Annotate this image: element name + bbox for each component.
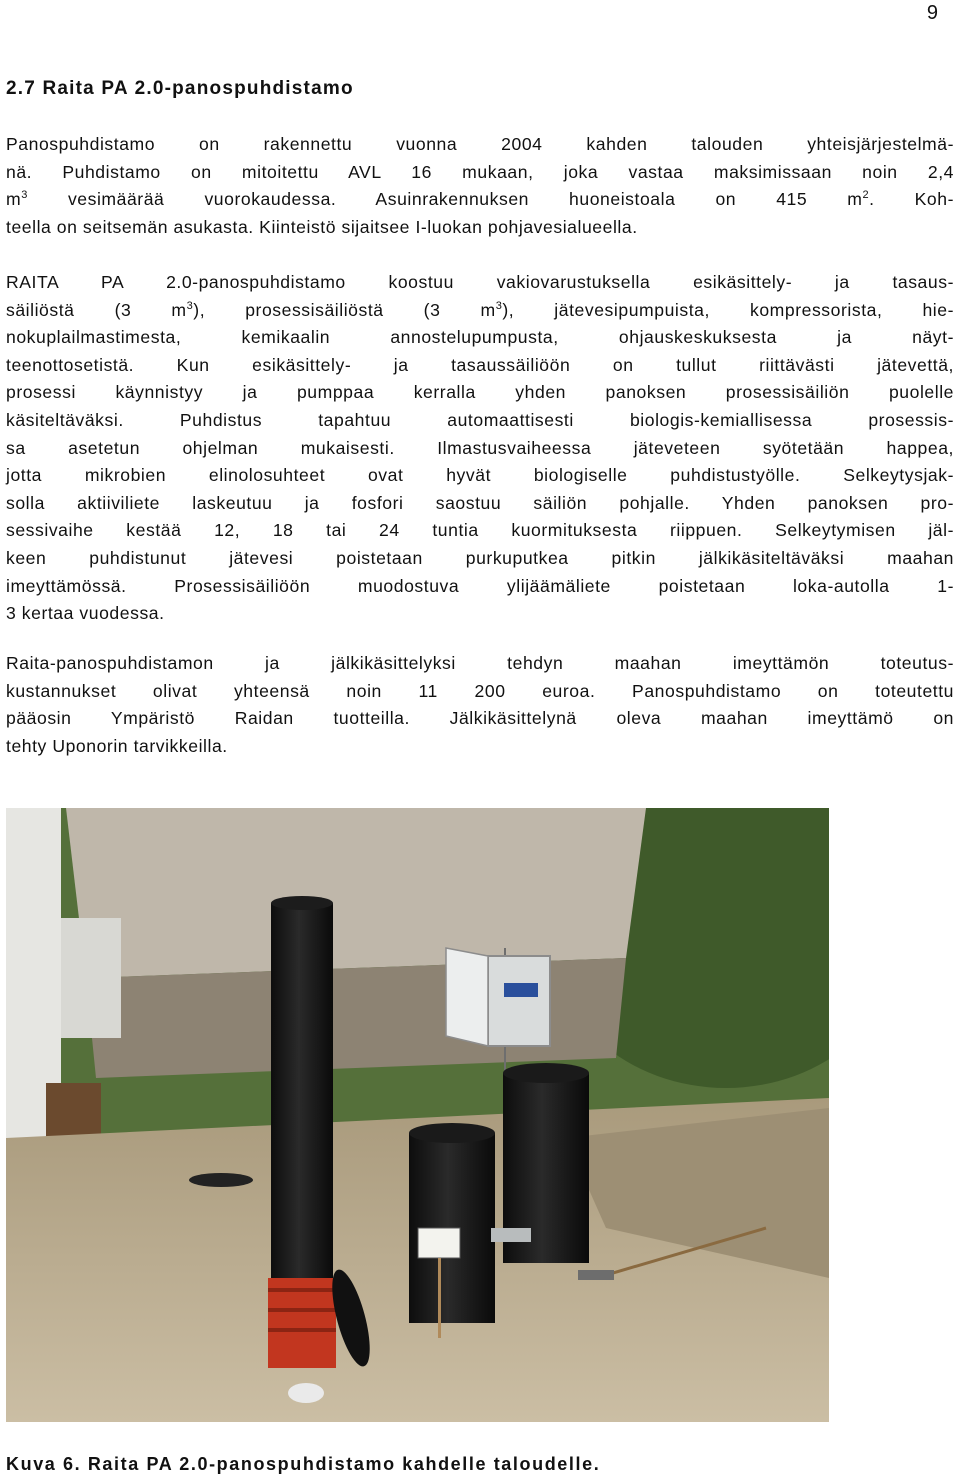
- red-pipe-ridge: [268, 1288, 336, 1292]
- paragraph-description: [6, 131, 954, 241]
- page-number: 9: [926, 2, 938, 24]
- text-line: 3 kertaa vuodessa.: [6, 603, 165, 624]
- text-line: pääosin Ympäristö Raidan tuotteilla. Jälkikäsittelynä oleva maahan imeyttämö on: [6, 708, 954, 729]
- cabinet-door: [446, 948, 488, 1046]
- text-line: imeyttämössä. Prosessisäiliöön muodostuva ylijäämäliete poistetaan loka-autolla 1-: [6, 575, 954, 596]
- text-line: prosessi käynnistyy ja pumppaa kerralla yhden panoksen prosessisäiliön puolelle: [6, 382, 954, 403]
- text-line: kustannukset olivat yhteensä noin 11 200 euroa. Panospuhdistamo on toteutettu: [6, 680, 954, 701]
- cabinet-components: [504, 983, 538, 997]
- text-line: säiliöstä (3 $m^3$), prosessisäiliöstä (3 $m^3$), jätevesipumpuista, kompressorista, hie-: [6, 299, 955, 320]
- text-line: jotta mikrobien elinolosuhteet ovat hyvät biologiselle puhdistustyölle. Selkeytysjak-: [6, 465, 954, 486]
- building-roof: [66, 808, 646, 978]
- sign-post: [438, 1258, 441, 1338]
- pretreatment-tank-top: [409, 1123, 495, 1143]
- paragraph-components: [6, 269, 954, 628]
- info-sign: [418, 1228, 460, 1258]
- text-line: käsiteltäväksi. Puhdistus tapahtuu automaattisesti biologis-kemiallisessa prosessis-: [6, 409, 954, 430]
- text-line: sa asetetun ohjelman mukaisesti. Ilmastusvaiheessa jäteveteen syötetään happea,: [6, 437, 954, 458]
- figure-caption: Kuva 6. Raita PA 2.0-panospuhdistamo kahdelle taloudelle.: [6, 1454, 601, 1474]
- text-line: RAITA PA 2.0-panospuhdistamo koostuu vakiovarustuksella esikäsittely- ja tasaus-: [6, 272, 954, 292]
- text-line: solla aktiiviliete laskeutuu ja fosfori saostuu säiliön pohjalle. Yhden panoksen pro-: [6, 492, 954, 513]
- control-cabinet: [488, 956, 550, 1046]
- text-line: nä. Puhdistamo on mitoitettu AVL 16 mukaan, joka vastaa maksimissaan noin 2,4: [6, 161, 954, 182]
- process-tank-top: [503, 1063, 589, 1083]
- text-line: $m^3$ vesimäärää vuorokaudessa. Asuinrakennuksen huoneistoala on 415 $m^2$. Koh-: [6, 189, 954, 210]
- paragraph-costs: [6, 650, 954, 760]
- white-pipe-end: [288, 1383, 324, 1403]
- red-pipe-ridge: [268, 1308, 336, 1312]
- ground-lid: [189, 1173, 253, 1187]
- section-heading: 2.7 Raita PA 2.0-panospuhdistamo: [6, 78, 354, 99]
- text-line: tehty Uponorin tarvikkeilla.: [6, 735, 228, 756]
- text-line: Raita-panospuhdistamon ja jälkikäsittelyksi tehdyn maahan imeyttämön toteutus-: [6, 653, 954, 673]
- white-box: [61, 918, 121, 1038]
- text-line: teella on seitsemän asukasta. Kiinteistö sijaitsee I-luokan pohjavesialueella.: [6, 216, 638, 237]
- rake-head: [578, 1270, 614, 1280]
- red-pipe-ridge: [268, 1328, 336, 1332]
- text-line: nokuplailmastimesta, kemikaalin annostelupumpusta, ohjauskeskuksesta ja näyt-: [6, 327, 954, 348]
- site-photo: [6, 808, 829, 1422]
- text-line: sessivaihe kestää 12, 18 tai 24 tuntia kuormituksesta riippuen. Selkeytymisen jäl-: [6, 520, 954, 541]
- site-photo-illustration: [6, 808, 829, 1422]
- text-line: teenottosetistä. Kun esikäsittely- ja tasaussäiliöön on tullut riittävästi jätevettä,: [6, 354, 954, 375]
- pipe-top: [271, 896, 333, 910]
- text-line: Panospuhdistamo on rakennettu vuonna 2004 kahden talouden yhteisjärjestelmä-: [6, 134, 954, 154]
- text-line: keen puhdistunut jätevesi poistetaan purkuputkea pitkin jälkikäsiteltäväksi maahan: [6, 547, 954, 568]
- vertical-infiltration-pipe: [271, 903, 333, 1343]
- connecting-pipe: [491, 1228, 531, 1242]
